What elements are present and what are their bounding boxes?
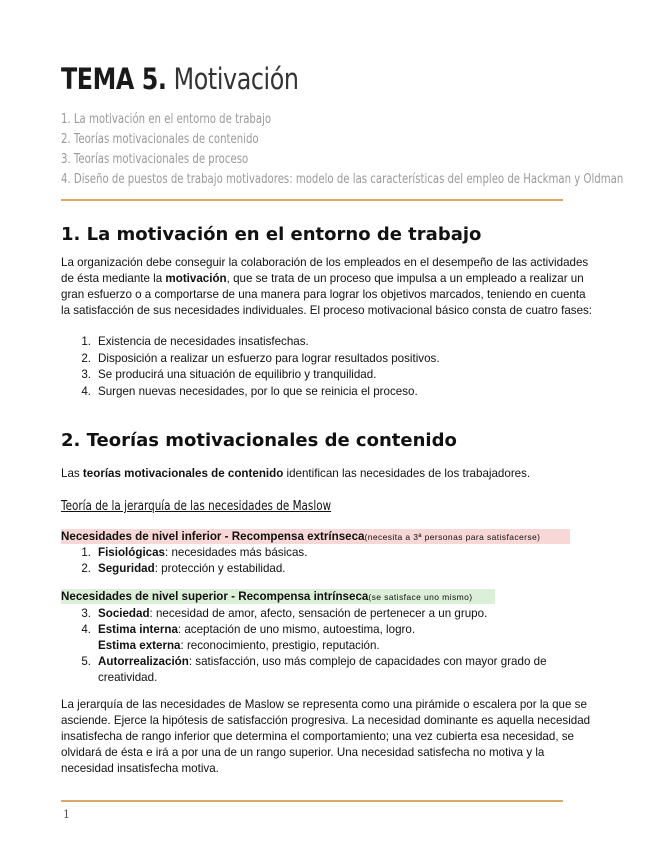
- section-1-heading: 1. La motivación en el entorno de trabajo: [61, 224, 482, 245]
- maslow-closing-paragraph: La jerarquía de las necesidades de Maslow se representa como una pirámide o escalera por la que se asciende. Ejerce la hipótesis de satisfacción progresiva. La necesidad dominante es aquella necesidad insatisfecha de rango inferior que determina el comportamiento; una vez cubierta esa necesidad, se olvidará de ésta e irá a por una de un rango superior. Una necesidad satisfecha no motiva y la necesidad insatisfecha motiva.: [61, 698, 591, 775]
- lower-needs-note: (necesita a 3ª personas para satisfacerse): [364, 532, 541, 542]
- section-2-heading: 2. Teorías motivacionales de contenido: [61, 430, 457, 451]
- page-title: [61, 62, 299, 96]
- list-item: 1. Existencia de necesidades insatisfechas.: [81, 335, 309, 348]
- lower-needs-list: [61, 545, 601, 577]
- toc-item-4: 4. Diseño de puestos de trabajo motivadores: modelo de las características del empleo de Hackman y Oldman: [61, 172, 624, 187]
- toc-item-2: 2. Teorías motivacionales de contenido: [61, 132, 259, 147]
- footer-divider: [61, 800, 563, 802]
- list-item: 2. Seguridad: protección y estabilidad.: [81, 562, 286, 575]
- para-keyword-motivacion: motivación: [165, 272, 227, 285]
- upper-needs-label: Necesidades de nivel superior - Recompensa intrínseca: [61, 590, 369, 603]
- intro-keyword: teorías motivacionales de contenido: [82, 467, 284, 480]
- upper-needs-note: (se satisface uno mismo): [368, 592, 473, 602]
- list-item: 4. Estima interna: aceptación de uno mismo, autoestima, logro. Estima externa: reconocimiento, prestigio, reputación.: [81, 623, 416, 652]
- lower-needs-label: Necesidades de nivel inferior - Recompensa extrínseca: [61, 530, 365, 543]
- header-divider: [61, 199, 563, 201]
- list-item: 2. Disposición a realizar un esfuerzo para lograr resultados positivos.: [81, 351, 440, 365]
- maslow-subheading: Teoría de la jerarquía de las necesidades de Maslow: [61, 499, 332, 514]
- title-topic-number: TEMA 5.: [61, 62, 167, 96]
- page-number: 1: [63, 808, 70, 821]
- para-text-start: La organización debe conseguir la colaboración de los empleados en el desempeño de las actividades de ésta mediante la: [61, 256, 589, 285]
- section-2-intro: Las teorías motivacionales de contenido identifican las necesidades de los trabajadores.: [61, 467, 531, 480]
- list-item: 4. Surgen nuevas necesidades, por lo que se reinicia el proceso.: [81, 384, 418, 398]
- toc-item-1: 1. La motivación en el entorno de trabajo: [61, 112, 272, 127]
- toc-item-3: 3. Teorías motivacionales de proceso: [61, 152, 249, 167]
- upper-needs-list: [61, 606, 601, 686]
- list-item: 5. Autorrealización: satisfacción, uso más complejo de capacidades con mayor grado de creatividad.: [81, 655, 547, 684]
- list-item: 1. Fisiológicas: necesidades más básicas.: [81, 546, 308, 559]
- lower-needs-band: [61, 529, 570, 544]
- list-item: 3. Sociedad: necesidad de amor, afecto, sensación de pertenecer a un grupo.: [81, 607, 488, 620]
- title-topic-name: Motivación: [166, 62, 299, 96]
- motivation-phases-list: [61, 334, 581, 400]
- table-of-contents: [61, 110, 655, 190]
- section-1-paragraph: [61, 255, 596, 319]
- para-text-end: , que se trata de un proceso que impulsa a un empleado a realizar un gran esfuerzo o a comportarse de una manera para lograr los objetivos marcados, teniendo en cuenta la satisfacción de sus necesidades individuales. El proceso motivacional básico consta de cuatro fases:: [61, 272, 593, 317]
- list-item: 3. Se producirá una situación de equilibrio y tranquilidad.: [81, 368, 377, 381]
- upper-needs-band: [61, 589, 495, 604]
